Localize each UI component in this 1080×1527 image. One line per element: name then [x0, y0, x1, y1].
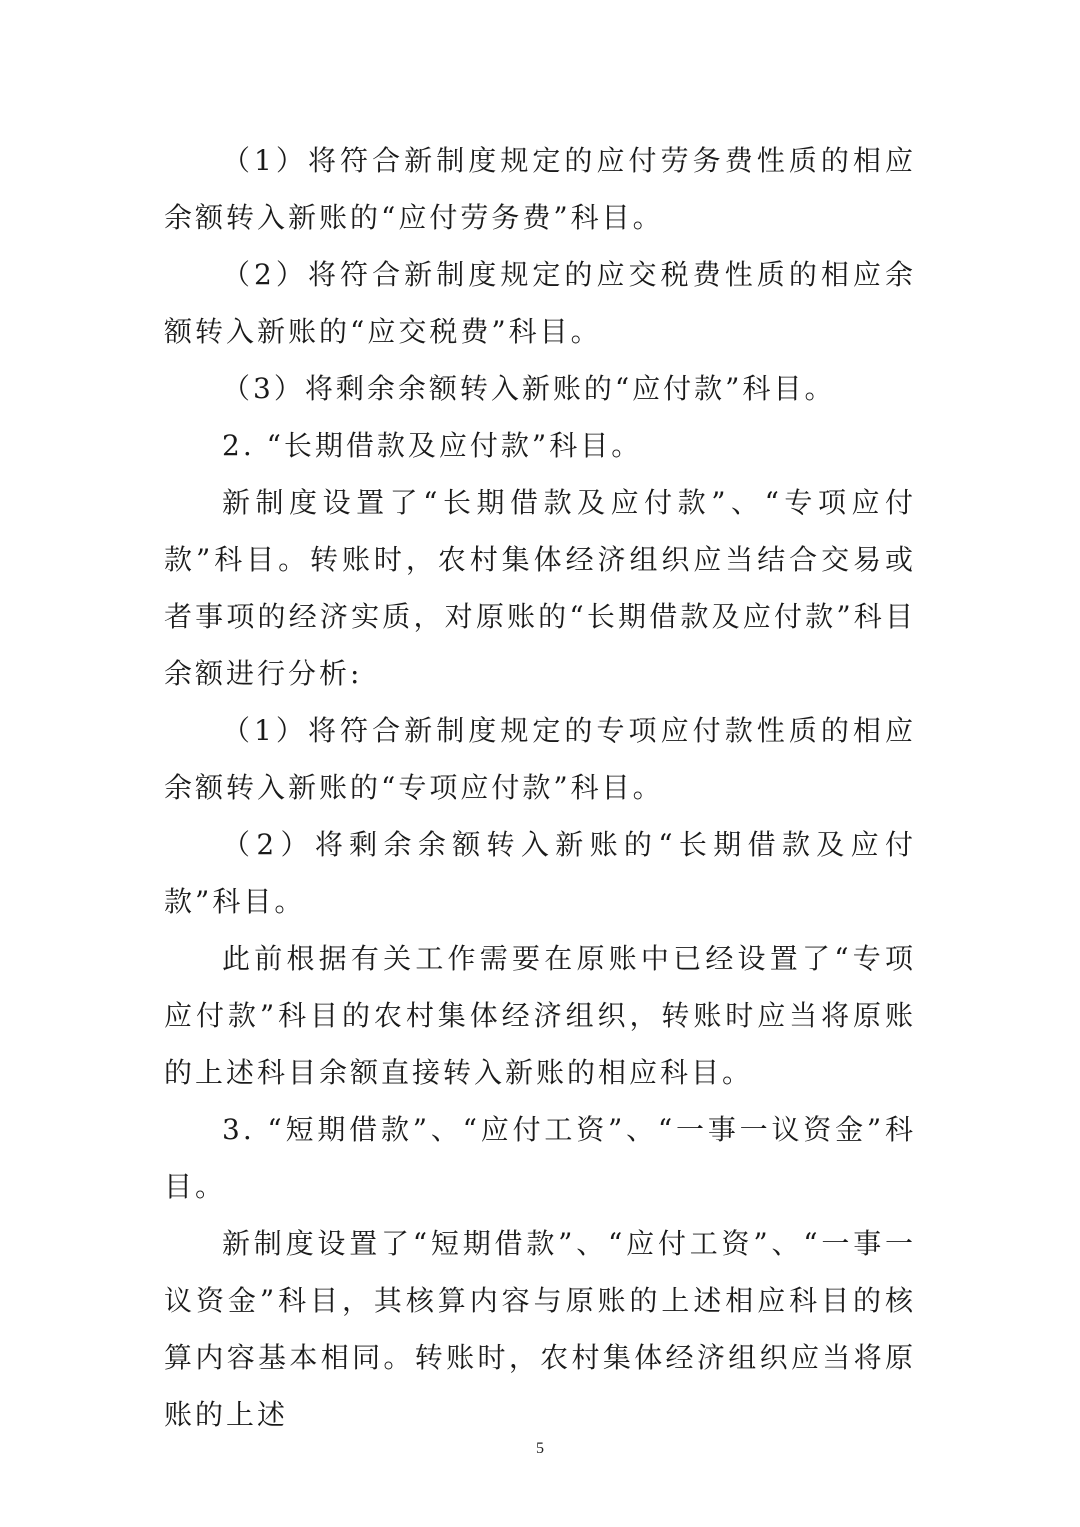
paragraph: （1）将符合新制度规定的专项应付款性质的相应余额转入新账的“专项应付款”科目。: [164, 714, 916, 804]
paragraph: 新制度设置了“短期借款”、“应付工资”、“一事一议资金”科目，其核算内容与原账的上述相应科目的核算内容基本相同。转账时，农村集体经济组织应当将原账的上述: [164, 1227, 916, 1431]
paragraph: （2）将剩余余额转入新账的“长期借款及应付款”科目。: [164, 828, 916, 918]
page-number: 5: [536, 1440, 544, 1457]
section-heading: 3. “短期借款”、“应付工资”、“一事一议资金”科目。: [164, 1113, 916, 1203]
paragraph: 新制度设置了“长期借款及应付款”、“专项应付款”科目。转账时，农村集体经济组织应当结合交易或者事项的经济实质，对原账的“长期借款及应付款”科目余额进行分析:: [164, 486, 916, 690]
paragraph: （2）将符合新制度规定的应交税费性质的相应余额转入新账的“应交税费”科目。: [164, 258, 916, 348]
paragraph: 此前根据有关工作需要在原账中已经设置了“专项应付款”科目的农村集体经济组织，转账时应当将原账的上述科目余额直接转入新账的相应科目。: [164, 942, 916, 1089]
section-heading: 2. “长期借款及应付款”科目。: [222, 429, 643, 462]
paragraph: （1）将符合新制度规定的应付劳务费性质的相应余额转入新账的“应付劳务费”科目。: [164, 144, 916, 234]
document-body: [164, 132, 916, 1443]
paragraph: （3）将剩余余额转入新账的“应付款”科目。: [222, 372, 836, 405]
